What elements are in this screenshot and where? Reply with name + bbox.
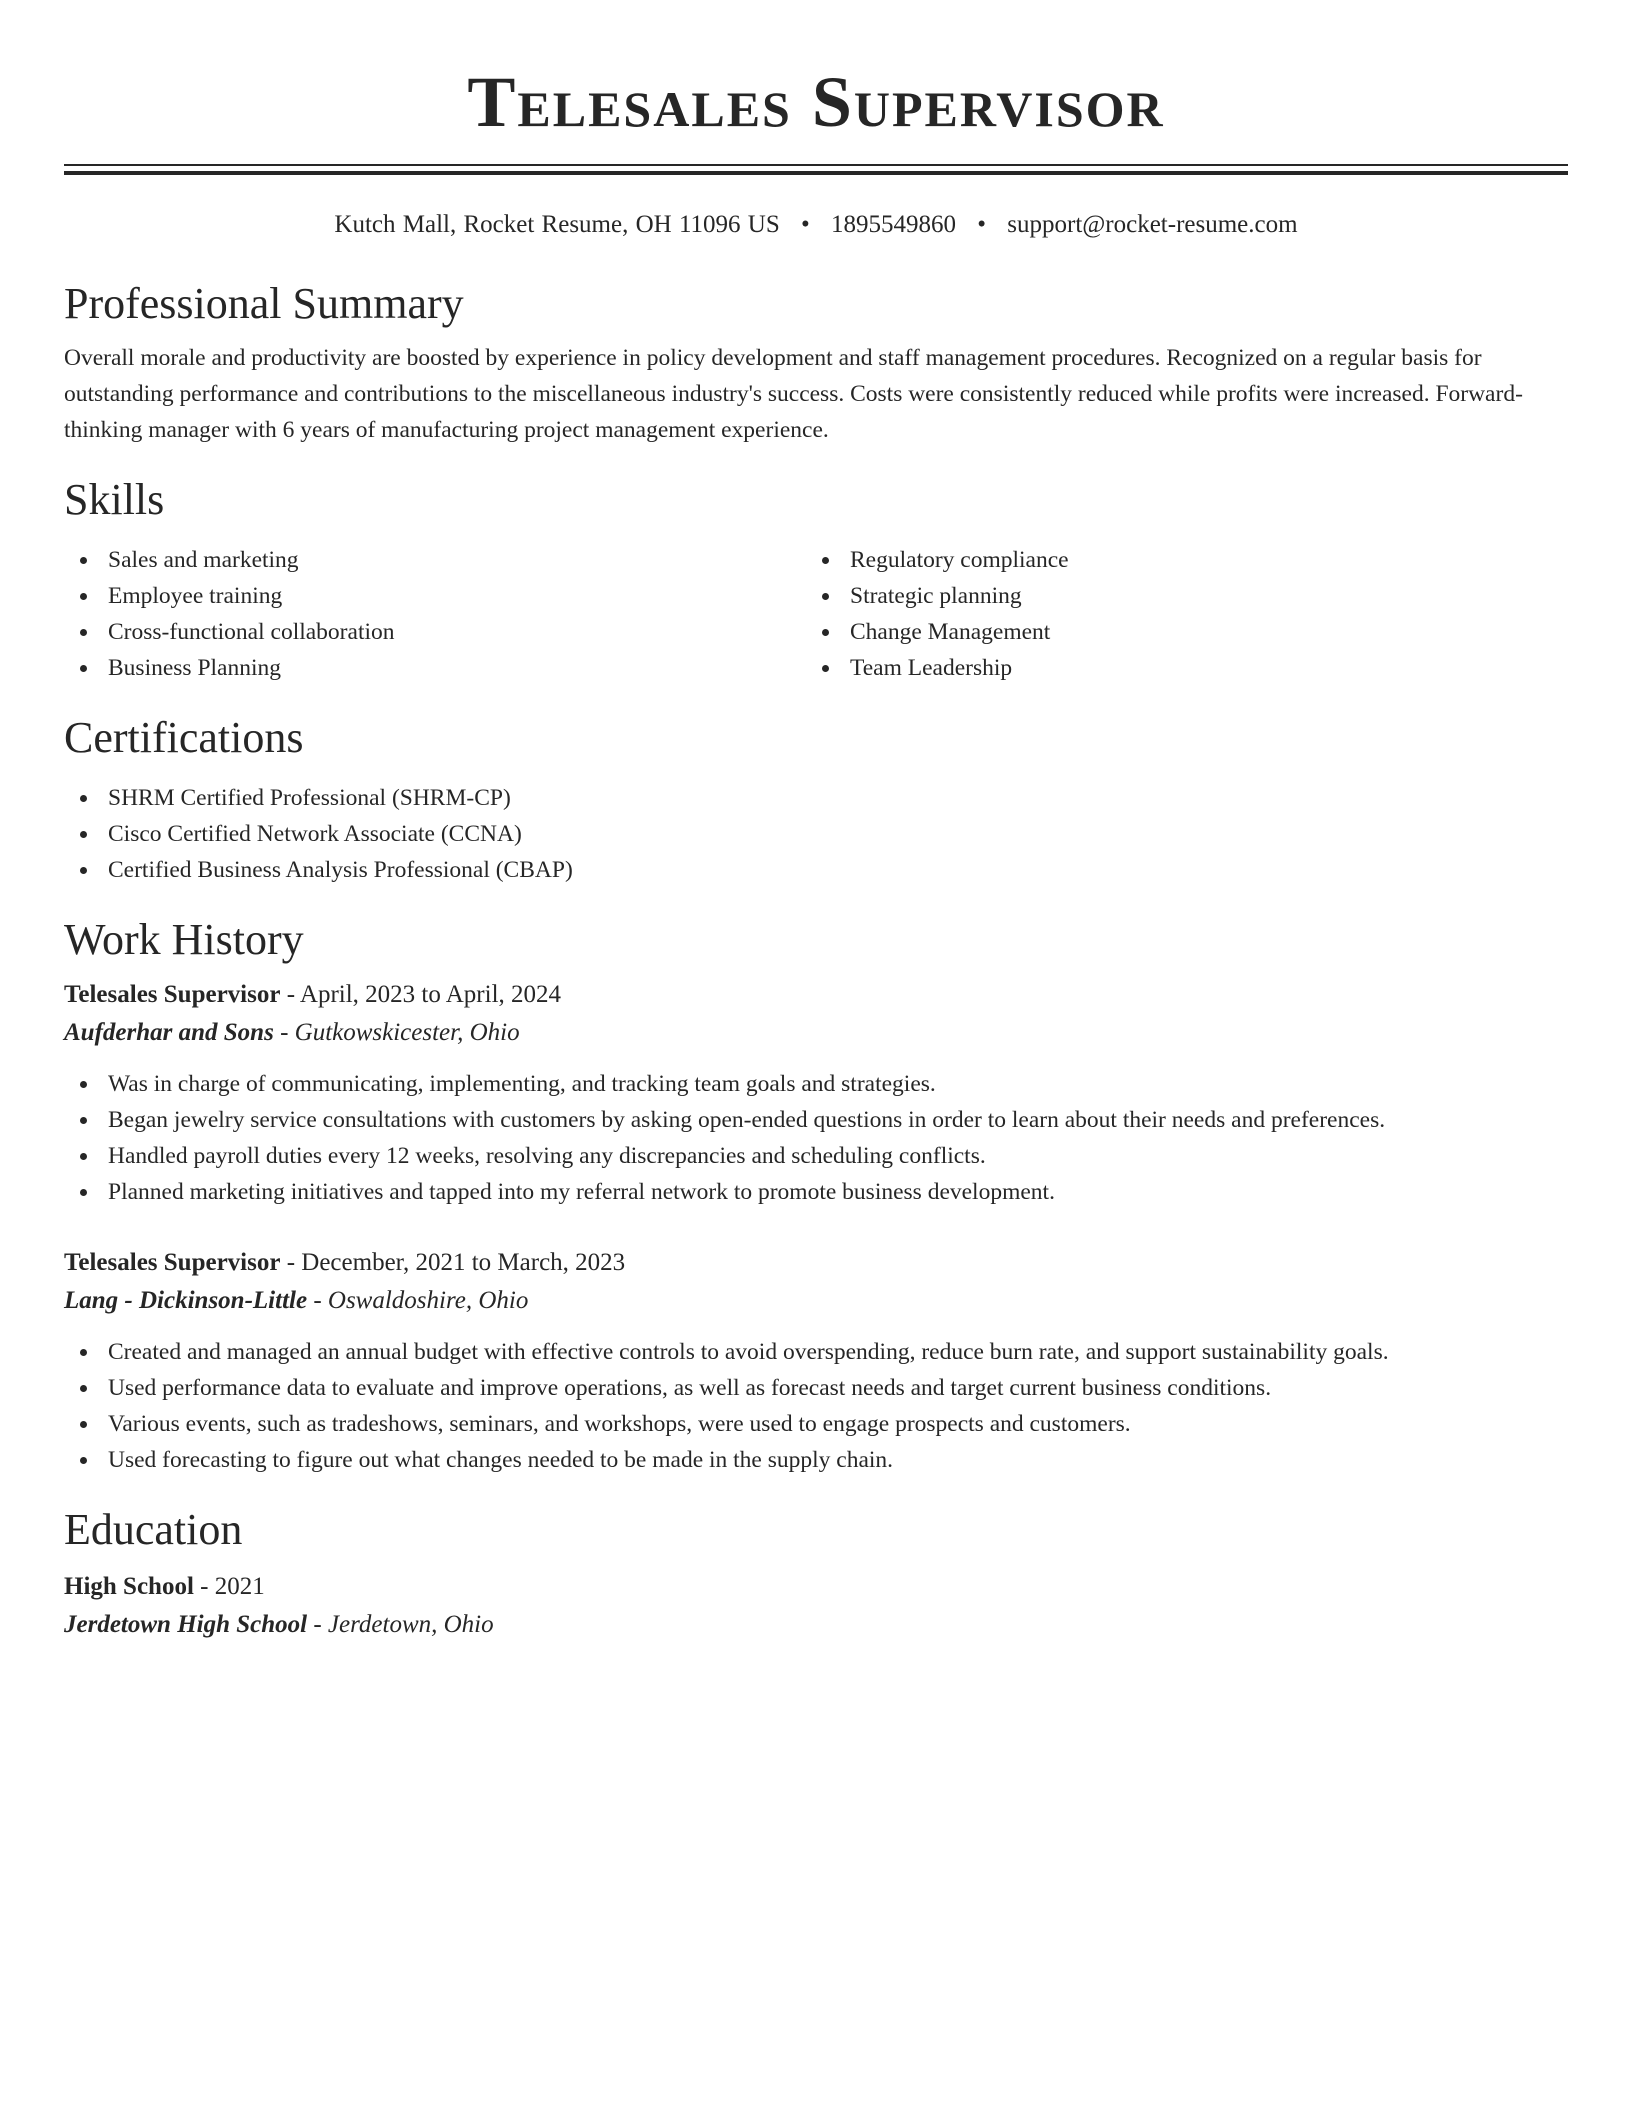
education-school-line: Jerdetown High School - Jerdetown, Ohio <box>64 1611 494 1638</box>
resume-name: Telesales Supervisor <box>467 62 1165 142</box>
education-section <box>64 1502 1568 1644</box>
contact-separator: • <box>800 211 810 238</box>
skills-section <box>64 472 1568 686</box>
skill-item: Business Planning <box>64 650 806 686</box>
skills-grid <box>64 542 1568 686</box>
job-location: Gutkowskicester, Ohio <box>294 1019 520 1046</box>
skills-heading: Skills <box>64 475 165 524</box>
job-bullet: Was in charge of communicating, implementing, and tracking team goals and strategies. <box>64 1066 1568 1102</box>
education-school: Jerdetown High School <box>64 1611 308 1638</box>
job-location: Oswaldoshire, Ohio <box>327 1287 529 1314</box>
skill-item: Regulatory compliance <box>806 542 1548 578</box>
skills-list-right <box>806 542 1548 686</box>
skill-item: Change Management <box>806 614 1548 650</box>
job-bullet: Planned marketing initiatives and tapped into my referral network to promote business development. <box>64 1174 1568 1210</box>
work-history-heading: Work History <box>64 915 304 964</box>
summary-section <box>64 276 1568 448</box>
contact-address: Kutch Mall, Rocket Resume, OH 11096 US <box>334 211 780 238</box>
job-bullet: Various events, such as tradeshows, seminars, and workshops, were used to engage prospects and customers. <box>64 1406 1568 1442</box>
job-bullets <box>64 1066 1568 1210</box>
education-entry <box>64 1568 1568 1644</box>
job-title: Telesales Supervisor <box>64 1249 281 1276</box>
job-bullet: Used forecasting to figure out what changes needed to be made in the supply chain. <box>64 1442 1568 1478</box>
job-title: Telesales Supervisor <box>64 981 281 1008</box>
header-divider <box>64 164 1568 175</box>
job-bullet: Handled payroll duties every 12 weeks, resolving any discrepancies and scheduling conflicts. <box>64 1138 1568 1174</box>
job-title-line: Telesales Supervisor - April, 2023 to April, 2024 <box>64 981 562 1008</box>
job-bullet: Created and managed an annual budget with effective controls to avoid overspending, reduce burn rate, and support sustainability goals. <box>64 1334 1568 1370</box>
education-degree: High School <box>64 1573 194 1600</box>
summary-heading: Professional Summary <box>64 279 464 328</box>
job-entry <box>64 1244 1568 1478</box>
skill-item: Sales and marketing <box>64 542 806 578</box>
job-company-line: Aufderhar and Sons - Gutkowskicester, Ohio <box>64 1019 520 1046</box>
certifications-list <box>64 780 1568 888</box>
education-degree-line: High School - 2021 <box>64 1573 265 1600</box>
education-heading: Education <box>64 1505 243 1554</box>
certification-item: Certified Business Analysis Professional (CBAP) <box>64 852 1568 888</box>
education-year: 2021 <box>214 1573 265 1600</box>
job-entry <box>64 976 1568 1210</box>
job-company: Lang - Dickinson-Little <box>64 1287 308 1314</box>
skill-item: Cross-functional collaboration <box>64 614 806 650</box>
job-company: Aufderhar and Sons <box>64 1019 274 1046</box>
skill-item: Employee training <box>64 578 806 614</box>
job-bullet: Used performance data to evaluate and improve operations, as well as forecast needs and target current business conditions. <box>64 1370 1568 1406</box>
contact-line <box>64 208 1568 242</box>
job-dates: December, 2021 to March, 2023 <box>301 1249 626 1276</box>
certifications-section <box>64 710 1568 888</box>
contact-separator: • <box>977 211 987 238</box>
job-dates: April, 2023 to April, 2024 <box>299 981 562 1008</box>
job-company-line: Lang - Dickinson-Little - Oswaldoshire, Ohio <box>64 1287 529 1314</box>
skill-item: Team Leadership <box>806 650 1548 686</box>
work-history-section <box>64 912 1568 1478</box>
job-title-line: Telesales Supervisor - December, 2021 to March, 2023 <box>64 1249 626 1276</box>
contact-email: support@rocket-resume.com <box>1007 211 1298 238</box>
education-location: Jerdetown, Ohio <box>327 1611 494 1638</box>
skill-item: Strategic planning <box>806 578 1548 614</box>
certification-item: Cisco Certified Network Associate (CCNA) <box>64 816 1568 852</box>
skills-list-left <box>64 542 806 686</box>
contact-phone: 1895549860 <box>831 211 956 238</box>
job-bullets <box>64 1334 1568 1478</box>
certification-item: SHRM Certified Professional (SHRM-CP) <box>64 780 1568 816</box>
job-bullet: Began jewelry service consultations with customers by asking open-ended questions in order to learn about their needs and preferences. <box>64 1102 1568 1138</box>
certifications-heading: Certifications <box>64 713 304 762</box>
summary-text: Overall morale and productivity are boosted by experience in policy development and staff management procedures. Recognized on a regular basis for outstanding performance and contributions to the miscellaneous industry's success. Costs were consistently reduced while profits were increased. Forward-thinking manager with 6 years of manufacturing project management experience. <box>64 345 1523 443</box>
